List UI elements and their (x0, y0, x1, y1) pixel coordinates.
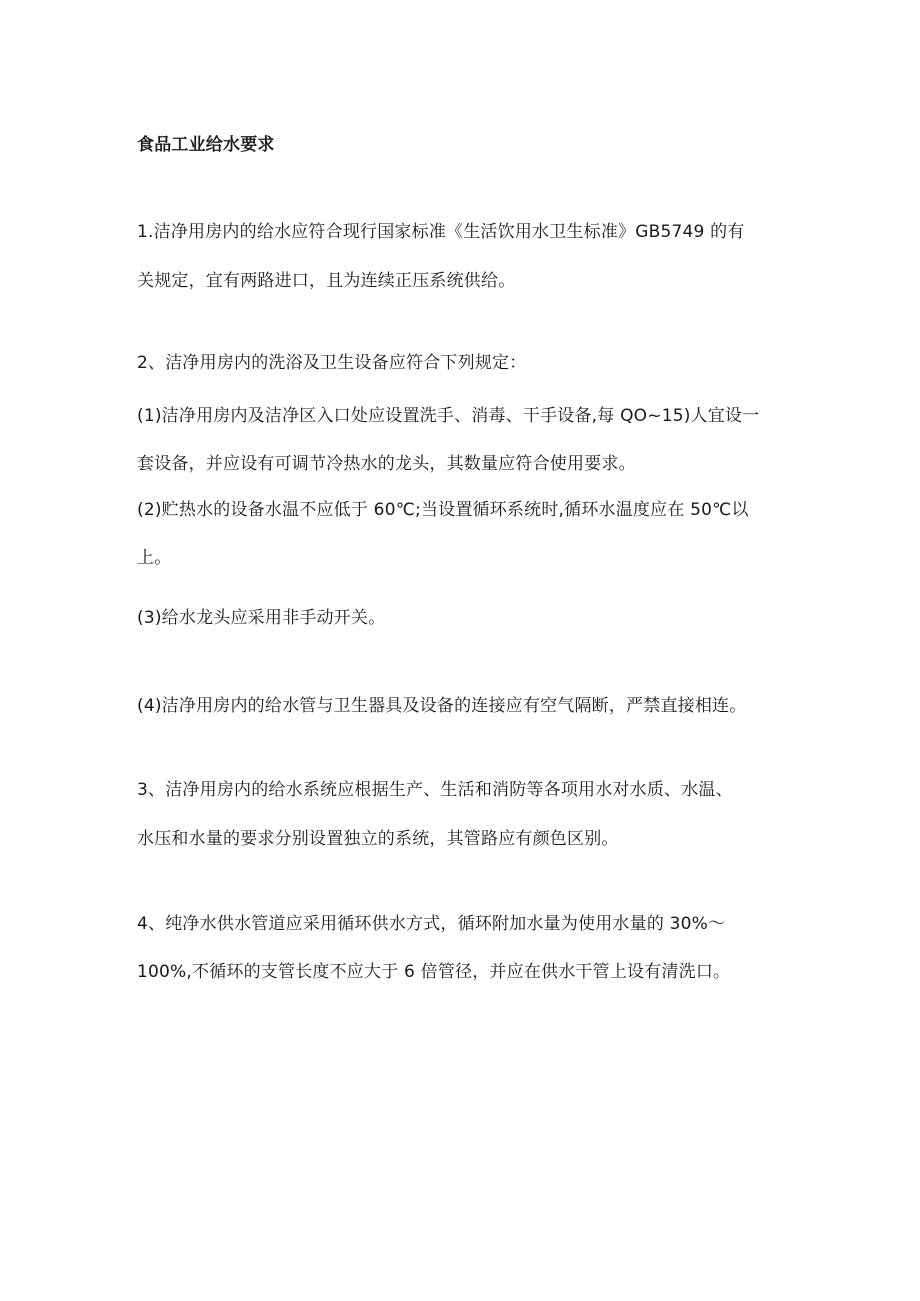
paragraph-2-item-1-line-2: 套设备，并应设有可调节冷热水的龙头，其数量应符合使用要求。 (137, 454, 636, 474)
paragraph-4-line-1: 4、纯净水供水管道应采用循环供水方式，循环附加水量为使用水量的 30%～ (137, 914, 726, 934)
document-title: 食品工业给水要求 (137, 135, 275, 155)
paragraph-3-line-2: 水压和水量的要求分别设置独立的系统，其管路应有颜色区别。 (137, 829, 619, 849)
paragraph-2-item-3: (3)给水龙头应采用非手动开关。 (137, 608, 386, 628)
paragraph-2-item-2-line-2: 上。 (137, 548, 172, 568)
paragraph-1-line-1: 1.洁净用房内的给水应符合现行国家标准《生活饮用水卫生标准》GB5749 的有 (137, 222, 745, 242)
paragraph-2-item-2-line-1: (2)贮热水的设备水温不应低于 60℃;当设置循环系统时,循环水温度应在 50℃以 (137, 500, 749, 520)
paragraph-3-line-1: 3、洁净用房内的给水系统应根据生产、生活和消防等各项用水对水质、水温、 (137, 780, 733, 800)
paragraph-2-line-1: 2、洁净用房内的洗浴及卫生设备应符合下列规定： (137, 353, 527, 373)
paragraph-4-line-2: 100%,不循环的支管长度不应大于 6 倍管径，并应在供水干管上设有清洗口。 (137, 962, 731, 982)
paragraph-2-item-4: (4)洁净用房内的给水管与卫生器具及设备的连接应有空气隔断，严禁直接相连。 (137, 696, 747, 716)
paragraph-1-line-2: 关规定，宜有两路进口，且为连续正压系统供给。 (137, 271, 516, 291)
paragraph-2-item-1-line-1: (1)洁净用房内及洁净区入口处应设置洗手、消毒、干手设备,每 QO~15)人宜设一 (137, 406, 760, 426)
